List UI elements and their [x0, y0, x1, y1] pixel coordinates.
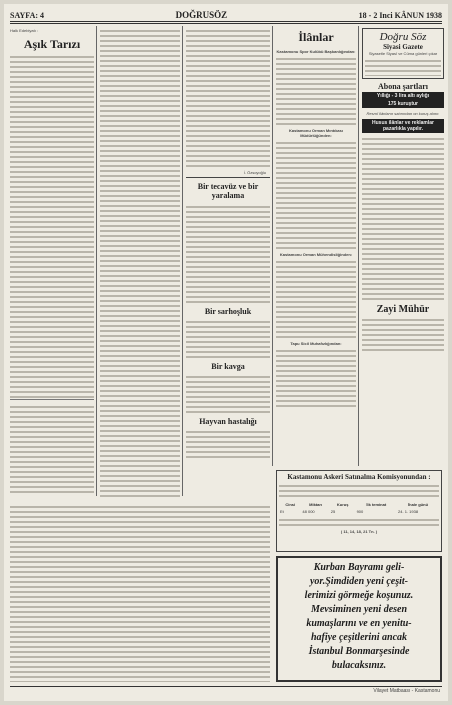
paper-subtitle-2: Siyasetle Siyasî ve Cüma günleri çıkar: [368, 51, 438, 56]
zayi-body: [362, 317, 444, 352]
kurban-ad: [276, 556, 442, 682]
issue-date: 18 - 2 Inci KÂNUN 1938: [358, 10, 442, 20]
abone-line-2: 175 kuruştur: [362, 100, 444, 108]
kurban-line-7: İstanbul Bonmarşesinde: [308, 646, 410, 657]
abone-line-1: Yıllığı - 3 lira altı aylığı: [362, 92, 444, 100]
zayi-title: Zayi Mühür: [376, 304, 430, 315]
headline-sarhosluk: Bir sarhoşluk: [204, 307, 252, 316]
table-header: İhale günü: [408, 502, 429, 507]
kurban-line-2: yor.Şimdiden yeni çeşit-: [309, 576, 409, 587]
headline-tecavuz: Bir tecavüz ve bir yaralama: [197, 182, 259, 200]
column-divider: [182, 26, 183, 496]
kicker: Halk Edebiyatı :: [10, 28, 39, 33]
article-title: Aşık Tarızı: [23, 37, 81, 51]
footer-rule: [10, 686, 442, 687]
notice-2: Husus ilânlar ve reklamlar pazarlıkla yapılır.: [362, 119, 444, 133]
column-3: [186, 28, 270, 498]
paper-logo: Doğru Söz: [379, 31, 427, 43]
ad-1-title: Kastamonu Spor Kulübü Başkanlığından:: [276, 49, 356, 54]
column-5-body: [362, 136, 444, 301]
newspaper-name: DOĞRUSÖZ: [175, 10, 228, 20]
ad-2-title: Kastamonu Orman Mıntıkası Müdürlüğünden:: [288, 128, 343, 138]
article-body: [186, 28, 270, 168]
news-body: [186, 429, 270, 459]
kurban-line-3: lerimizi görmeğe koşunuz.: [304, 590, 414, 601]
column-4: [276, 28, 356, 468]
kurban-line-8: bulacaksınız.: [331, 660, 387, 671]
article-continuation: [100, 28, 180, 498]
notice-1: Resmî ilânların satırından on kuruş alınır.: [366, 111, 440, 116]
kurban-line-4: Mevsiminen yeni desen: [310, 604, 408, 615]
kurban-line-5: kumaşlarını ve en yenitu-: [306, 618, 412, 629]
paper-info-box: [362, 28, 444, 79]
ad-1-body: [276, 56, 356, 126]
header-rule: [10, 21, 442, 22]
page-label: SAYFA: 4: [10, 10, 45, 20]
ad-3-title: Kastamonu Orman Mühendisliğinden:: [279, 252, 353, 257]
abone-title: Abona şartları: [378, 82, 428, 91]
table-header: Kuruş: [336, 502, 349, 507]
news-body: [186, 374, 270, 414]
kurban-line-1: Kurban Bayramı geli-: [313, 562, 405, 573]
header-rule-2: [10, 23, 442, 24]
article-continuation: [10, 504, 270, 682]
table-header: Miktarı: [309, 502, 323, 507]
headline-hayvan: Hayvan hastalığı: [199, 417, 257, 426]
ad-4-body: [276, 348, 356, 408]
paper-subtitle: Siyasi Gazete: [383, 43, 423, 51]
masthead: [10, 10, 442, 20]
news-body: [186, 319, 270, 359]
news-body: [186, 204, 270, 304]
lower-left-articles: [10, 504, 270, 682]
military-ad-title: Kastamonu Askeri Satınalma Komisyonundan :: [287, 473, 431, 481]
article-body-2: [10, 404, 94, 494]
military-purchase-ad: [276, 470, 442, 552]
column-1: [10, 28, 94, 498]
table-cell: 900: [356, 509, 364, 514]
military-ad-table: [279, 501, 439, 515]
headline-kavga: Bir kavga: [211, 362, 245, 371]
ad-4-title: Tapu Sicil Muhafızlığından:: [290, 341, 342, 346]
kurban-line-6: hafiye çeşitlerini ancak: [310, 632, 408, 643]
table-cell: 48 000: [302, 509, 315, 514]
column-divider: [358, 26, 359, 466]
table-header: Cinsi: [285, 502, 296, 507]
column-divider: [96, 26, 97, 496]
ad-3-body: [276, 259, 356, 339]
ad-2-body: [276, 140, 356, 250]
table-cell: 25: [330, 509, 336, 514]
table-cell: 24. 1. 1938: [398, 509, 419, 514]
ilanlar-heading: İlânlar: [298, 30, 334, 44]
table-cell: Et: [280, 509, 284, 514]
column-divider: [272, 26, 273, 466]
military-ad-footnote: ( 11, 14, 18, 21 Tn. ): [340, 529, 378, 534]
table-header: İlk teminat: [366, 502, 387, 507]
column-5: [362, 28, 444, 468]
article-body: [10, 54, 94, 400]
signature: İ. Özsoyoğlu: [243, 170, 266, 175]
newspaper-page: [4, 4, 448, 701]
column-2: [100, 28, 180, 498]
printer-credit: Vilayet Matbaası - Kastamonu: [373, 688, 440, 694]
